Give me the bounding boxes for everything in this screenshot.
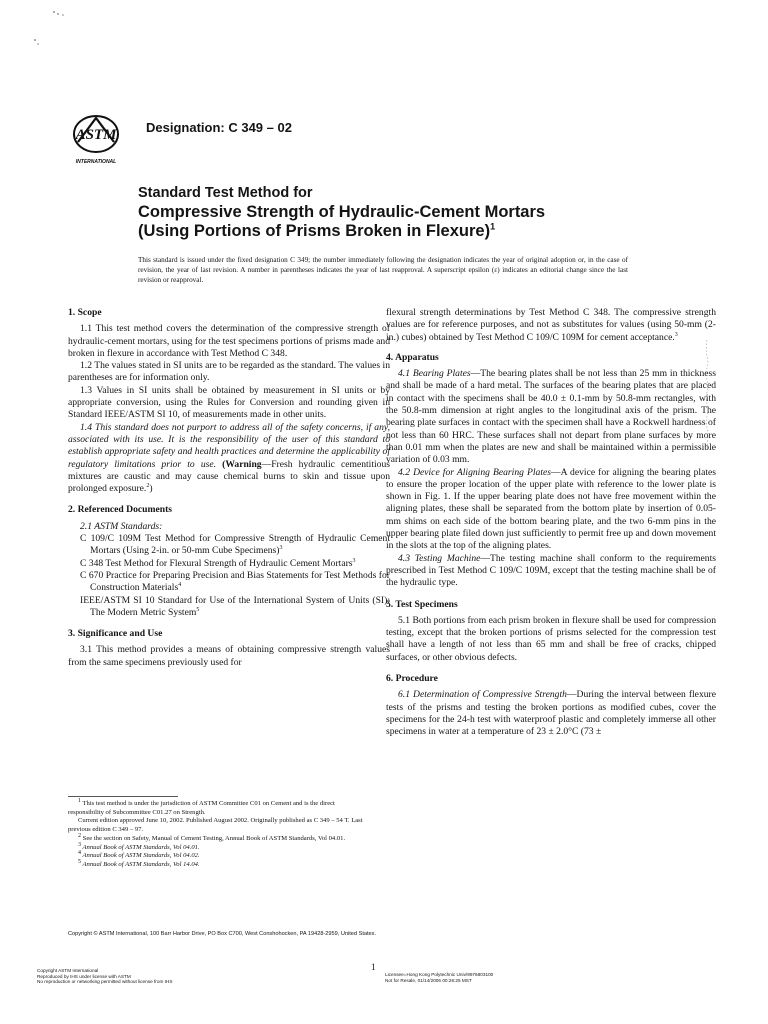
paragraph-lead: 4.1 Bearing Plates <box>398 368 471 380</box>
astm-standards-label: 2.1 ASTM Standards: <box>80 520 163 532</box>
paragraph-text: —A device for aligning the bearing plates to ensure the proper location of the upper plate with reference to the lower plate is shown in Fig. 1. If the upper bearing plate does not have free movement within the aligning plates, these shall be separated from the bottom plate by insertion of 0.05-mm shims on each side of the bottom bearing plate, and the two 6-mm pins in the upper bearing plate filed down just sufficiently to permit free up and down movement in the slots at the top of the aligning plates. <box>386 466 716 552</box>
paragraph-1-3: 1.3 Values in SI units shall be obtained by measurement in SI units or by appropriate conversion, using the Rules for Conversion and rounding given in Standard IEEE/ASTM SI 10, of measurements made in other units. <box>68 384 390 421</box>
reference-item <box>80 558 390 570</box>
left-column <box>68 307 390 669</box>
copyright-line: Copyright © ASTM International, 100 Barr Harbor Drive, PO Box C700, West Conshohocken, PA 19428-2959, United States. <box>68 931 376 937</box>
document-title <box>138 184 658 241</box>
reference-text: C 109/C 109M Test Method for Compressive Strength of Hydraulic Cement Mortars (Using 2-in. or 50-mm Cube Specimens) <box>80 533 390 557</box>
reference-item <box>80 533 390 558</box>
license-line: Not for Resale, 01/14/2006 00:26:25 MST <box>385 977 472 983</box>
paragraph-text: —During the interval between flexure tests of the prisms and testing the broken portions as modified cubes, cover the specimens for the 24-h test with waterproof plastic and completely immerse all other specimens in water at a temperature of 23 ± 2.0°C (73 ± <box>386 689 716 738</box>
title-footnote-mark: 1 <box>490 221 496 232</box>
footnote <box>68 797 368 817</box>
designation: Designation: C 349 – 02 <box>146 120 292 135</box>
paragraph-text: —The bearing plates shall be not less than 25 mm in thickness and shall be made of a hard metal. The surfaces of the bearing plates that are placed in contact with the specimens shall be 40.0 ± 0.1-mm by 50.8-mm rectangles, with the 50.8-mm dimension at right angles to the longitudinal axis of the prism. The bearing plate surfaces in contact with the specimen shall have a Rockwell hardness of not less than 60 HRC. These surfaces shall not depart from plane surfaces by more than 0.01 mm when the plates are new and shall be maintained within a permissible variation of 0.03 mm. <box>386 368 716 466</box>
title-line2: Compressive Strength of Hydraulic-Cement Mortars <box>138 203 546 221</box>
issuance-notice: This standard is issued under the fixed designation C 349; the number immediately following the designation indicates the year of original adoption or, in the case of revision, the year of last revision. A number in parentheses indicates the year of last reapproval. A superscript epsilon (ε) indicates an editorial change since the last revision or reapproval. <box>138 256 628 284</box>
section-heading-test-specimens: 5. Test Specimens <box>386 598 458 610</box>
footnotes <box>68 797 368 870</box>
license-line: Reproduced by IHS under license with ASTM <box>37 973 131 979</box>
footnote-divider <box>68 796 178 797</box>
paragraph-lead: 6.1 Determination of Compressive Strength <box>398 689 567 701</box>
title-line3 <box>138 222 658 241</box>
warning-text: —Fresh hydraulic cementitious mixtures are caustic and may cause chemical burns to skin and tissue upon prolonged exposure. <box>68 458 390 495</box>
reference-footnote-mark: 3 <box>352 557 356 564</box>
section-heading-significance: 3. Significance and Use <box>68 628 163 640</box>
reference-footnote-mark: 3 <box>279 545 283 552</box>
astm-logo <box>66 112 130 168</box>
safety-statement: 1.4 This standard does not purport to address all of the safety concerns, if any, associated with its use. It is the responsibility of the user of this standard to establish appropriate safety and health practices and determine the applicability of regulatory limitations prior to use. <box>68 421 390 470</box>
paragraph-3-1-continued-text: flexural strength determinations by Test Method C 348. The compressive strength values are for reference purposes, and not as substitutes for values (using 50-mm (2-in.) cubes) obtained by Test Method C 109/C 109M for cement acceptance. <box>386 307 716 343</box>
footnote-text: Annual Book of ASTM Standards, Vol 04.02. <box>81 852 200 860</box>
warning-footnote-mark: 2 <box>146 482 150 489</box>
paragraph-1-2: 1.2 The values stated in SI units are to be regarded as the standard. The values in parentheses are for information only. <box>68 360 390 384</box>
reference-item <box>80 595 390 620</box>
warning-close: ) <box>149 483 153 495</box>
warning-label: (Warning <box>222 458 262 470</box>
paragraph-4-1 <box>386 368 716 466</box>
footnote-mark: 3 <box>78 841 81 848</box>
reference-list <box>68 533 390 619</box>
paragraph-4-3 <box>386 553 716 590</box>
paragraph-footnote-mark: 3 <box>674 331 678 338</box>
footnote-mark: 4 <box>78 850 81 857</box>
paragraph-2-1 <box>68 521 390 533</box>
footnote <box>68 841 368 853</box>
reference-footnote-mark: 5 <box>196 606 200 613</box>
paragraph-4-2 <box>386 467 716 553</box>
footnote <box>68 832 368 844</box>
paragraph-text: —The testing machine shall conform to the requirements prescribed in Test Method C 109/C 109M, except that the testing machine shall be of the hydraulic type. <box>386 552 716 589</box>
right-column <box>386 307 716 739</box>
logo-subtext: INTERNATIONAL <box>75 159 117 165</box>
paragraph-1-4 <box>68 422 390 496</box>
section-heading-procedure: 6. Procedure <box>386 673 438 685</box>
reference-text: IEEE/ASTM SI 10 Standard for Use of the International System of Units (SI): The Modern Metric System <box>80 594 390 618</box>
reference-text: C 348 Test Method for Flexural Strength of Hydraulic Cement Mortars <box>80 557 353 569</box>
footnote-text: Current edition approved June 10, 2002. Published August 2002. Originally published as C 349 – 54 T. Last previous edition C 349 – 97. <box>68 817 363 834</box>
paragraph-lead: 4.2 Device for Aligning Bearing Plates <box>398 466 551 478</box>
footnote-text: This test method is under the jurisdiction of ASTM Committee C01 on Cement and is the direct responsibility of Subcommittee C01.27 on Strength. <box>68 800 335 816</box>
logo-text: ASTM <box>75 127 117 143</box>
title-line1: Standard Test Method for <box>138 185 313 201</box>
scan-artifact-dots <box>30 8 70 48</box>
footnote-mark: 5 <box>78 858 81 865</box>
license-line: Licensee=Hong Kong Polytechnic Univ/9976803100 <box>385 972 494 977</box>
reference-text: C 670 Practice for Preparing Precision and Bias Statements for Test Methods for Construction Materials <box>80 569 390 594</box>
section-heading-apparatus: 4. Apparatus <box>386 351 439 363</box>
section-heading-referenced-documents: 2. Referenced Documents <box>68 504 172 516</box>
footnote-mark: 1 <box>78 797 81 804</box>
footnote-text: Annual Book of ASTM Standards, Vol 14.04. <box>81 860 200 868</box>
paragraph-3-1: 3.1 This method provides a means of obtaining compressive strength values from the same specimens previously used for <box>68 644 390 668</box>
paragraph-1-1: 1.1 This test method covers the determination of the compressive strength of hydraulic-cement mortars, using for the test specimens portions of prisms made and broken in flexure in accordance with Test Method C 348. <box>68 323 390 359</box>
footnote <box>68 852 368 861</box>
scan-margin-artifact <box>704 340 710 450</box>
paragraph-5-1: 5.1 Both portions from each prism broken in flexure shall be used for compression testing, except that the broken portions of prisms selected for the compression test shall have a length of not less than 65 mm and shall be free of cracks, chipped surfaces, or other obvious defects. <box>386 614 716 663</box>
license-notice-right <box>385 972 493 983</box>
footnote <box>68 817 368 834</box>
title-line3-text: (Using Portions of Prisms Broken in Flexure) <box>138 222 491 240</box>
paragraph-6-1 <box>386 689 716 738</box>
paragraph-lead: 4.3 Testing Machine <box>398 552 481 564</box>
reference-footnote-mark: 4 <box>178 582 182 589</box>
license-notice-left <box>37 968 172 985</box>
section-heading-scope: 1. Scope <box>68 307 102 318</box>
license-line: Copyright ASTM International <box>37 968 99 973</box>
reference-item <box>80 570 390 595</box>
page-number: 1 <box>371 963 376 973</box>
footnote-mark: 2 <box>78 832 81 839</box>
footnote-text: See the section on Safety, Manual of Cement Testing, Annual Book of ASTM Standards, Vol 04.01. <box>81 834 346 842</box>
footnote <box>68 858 368 870</box>
license-line: No reproduction or networking permitted without license from IHS <box>37 979 173 985</box>
paragraph-3-1-continued <box>386 307 716 344</box>
footnote-text: Annual Book of ASTM Standards, Vol 04.01. <box>81 843 200 851</box>
